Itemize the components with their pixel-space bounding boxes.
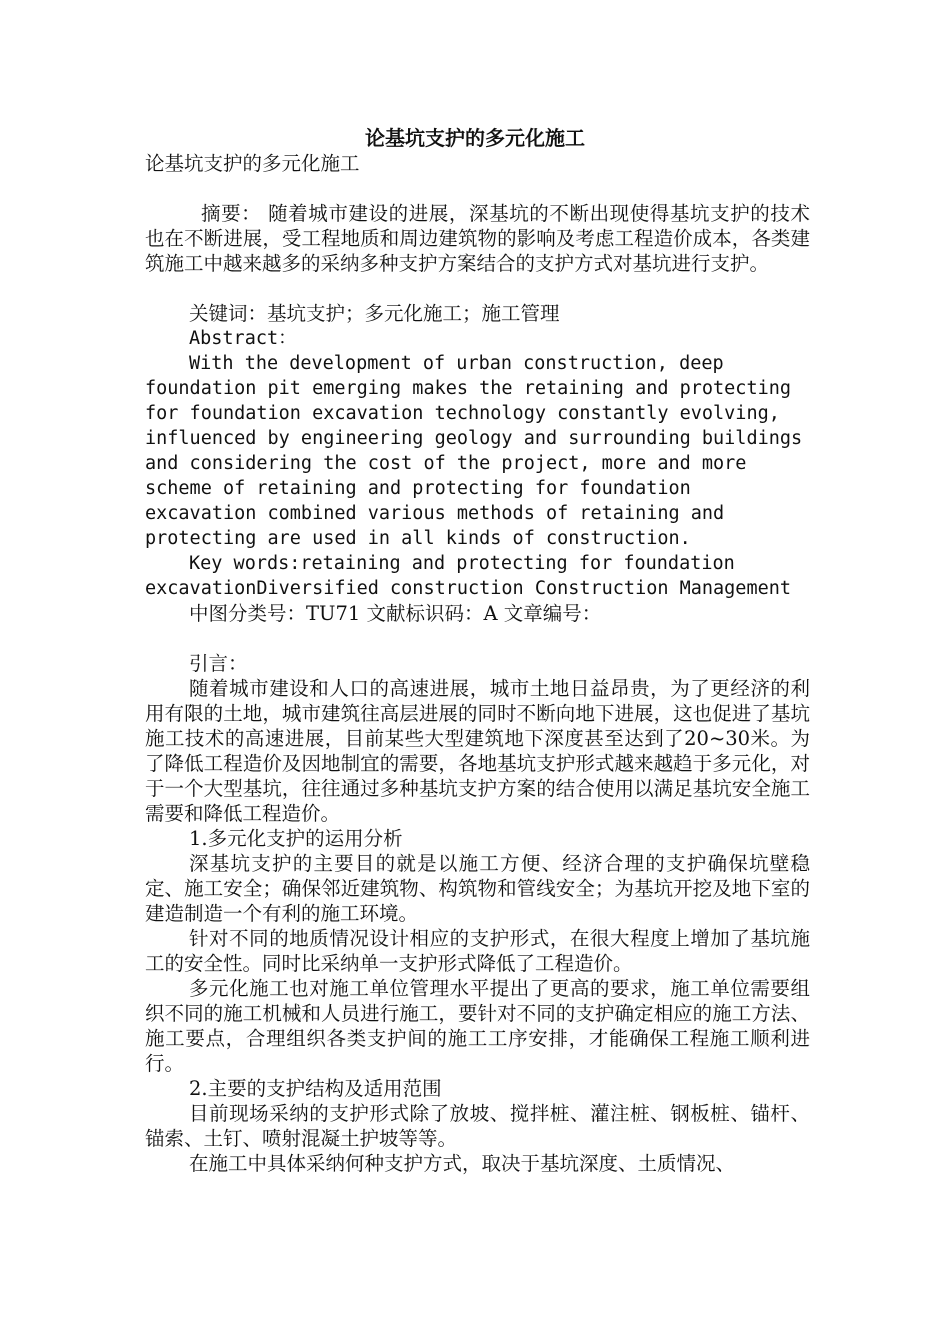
abstract-chinese: 摘要： 随着城市建设的进展，深基坑的不断出现使得基坑支护的技术也在不断进展，受工程地质和周边建筑物的影响及考虑工程造价成本，各类建筑施工中越来越多的采纳多种支护方案结合的支护方式对基坑进行支护。 <box>145 202 810 275</box>
section-2-paragraph-1: 目前现场采纳的支护形式除了放坡、搅拌桩、灌注桩、钢板桩、锚杆、锚索、土钉、喷射混凝土护坡等等。 <box>145 1102 810 1150</box>
spacer <box>145 176 810 201</box>
abstract-english-label: Abstract： <box>189 328 297 349</box>
keywords-chinese: 关键词：基坑支护；多元化施工；施工管理 <box>189 302 560 325</box>
keywords-english: Key words:retaining and protecting for foundation excavationDiversified construction Construction Management <box>145 553 792 599</box>
section-2-paragraph-2: 在施工中具体采纳何种支护方式，取决于基坑深度、土质情况、 <box>189 1152 736 1175</box>
section-1-paragraph-2: 针对不同的地质情况设计相应的支护形式，在很大程度上增加了基坑施工的安全性。同时比采纳单一支护形式降低了工程造价。 <box>145 927 810 975</box>
spacer <box>145 626 810 651</box>
document-title: 论基坑支护的多元化施工 <box>365 126 585 150</box>
abstract-english: With the development of urban construction, deep foundation pit emerging makes the retaining and protecting for foundation excavation technology constantly evolving, influenced by engineering geology and surrounding buildings and considering the cost of the project, more and more scheme of retaining and protecting for foundation excavation combined various methods of retaining and protecting are used in all kinds of construction. <box>145 353 803 549</box>
section-1-heading: 1.多元化支护的运用分析 <box>189 827 403 850</box>
introduction-heading: 引言： <box>189 652 248 675</box>
spacer <box>145 276 810 301</box>
section-2-heading: 2.主要的支护结构及适用范围 <box>189 1077 442 1100</box>
section-1-paragraph-3: 多元化施工也对施工单位管理水平提出了更高的要求，施工单位需要组织不同的施工机械和人员进行施工，要针对不同的支护确定相应的施工方法、施工要点，合理组织各类支护间的施工工序安排，才能确保工程施工顺利进行。 <box>145 977 810 1075</box>
classification-line: 中图分类号：TU71 文献标识码：A 文章编号： <box>189 602 602 625</box>
section-1-paragraph-1: 深基坑支护的主要目的就是以施工方便、经济合理的支护确保坑壁稳定、施工安全；确保邻近建筑物、构筑物和管线安全；为基坑开挖及地下室的建造制造一个有利的施工环境。 <box>145 852 810 925</box>
document-body <box>145 151 810 1176</box>
introduction-paragraph: 随着城市建设和人口的高速进展，城市土地日益昂贵，为了更经济的利用有限的土地，城市建筑往高层进展的同时不断向地下进展，这也促进了基坑施工技术的高速进展，目前某些大型建筑地下深度甚至达到了20~30米。为了降低工程造价及因地制宜的需要，各地基坑支护形式越来越趋于多元化，对于一个大型基坑，往往通过多种基坑支护方案的结合使用以满足基坑安全施工需要和降低工程造价。 <box>145 677 810 825</box>
document-subtitle: 论基坑支护的多元化施工 <box>145 152 360 175</box>
